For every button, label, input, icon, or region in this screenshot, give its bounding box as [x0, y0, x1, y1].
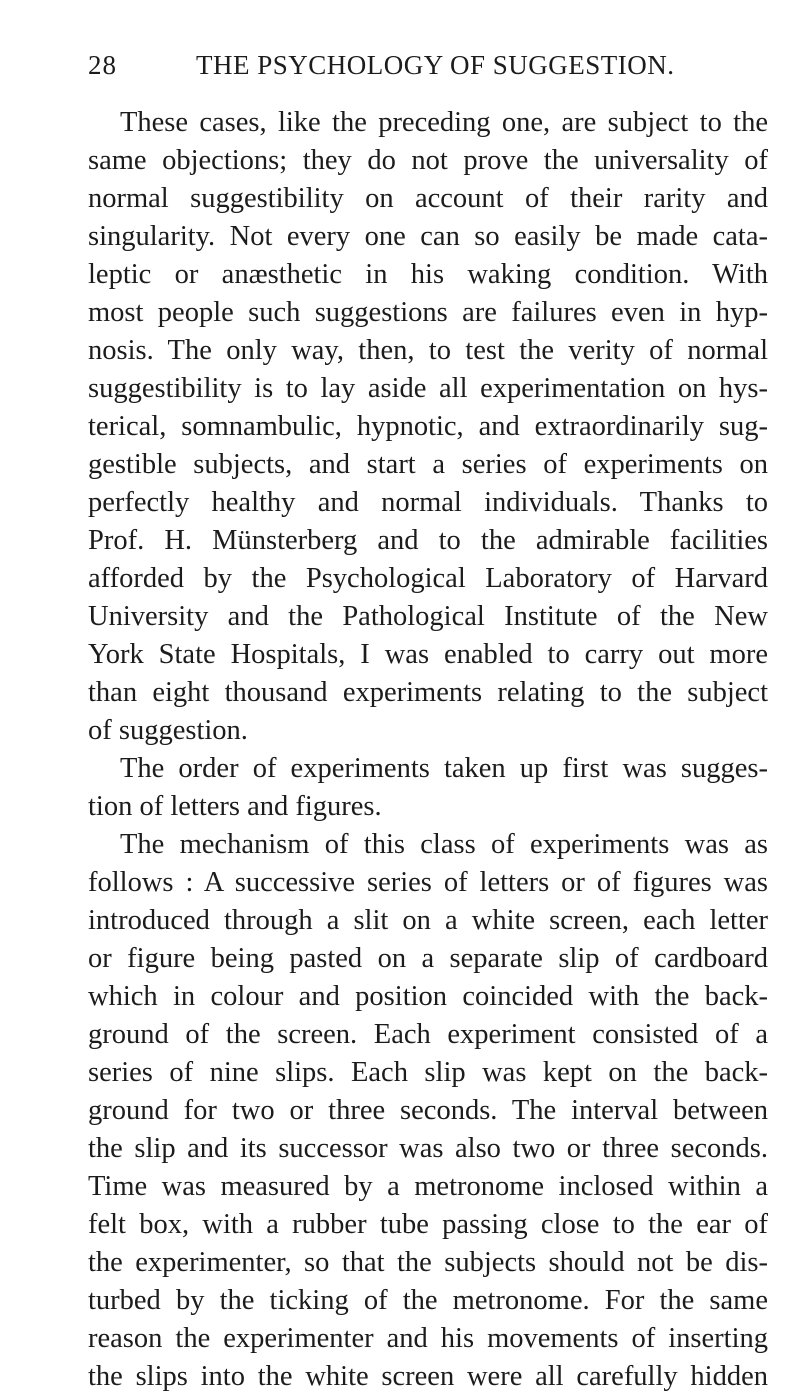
text-line: terical, somnambulic, hypnotic, and extraordinarily sug-: [88, 411, 768, 442]
text-line: the experimenter, so that the subjects should not be dis-: [88, 1247, 768, 1278]
text-line: which in colour and position coincided with the back-: [88, 981, 768, 1012]
text-line: the slips into the white screen were all carefully hidden: [88, 1361, 768, 1392]
text-line: These cases, like the preceding one, are subject to the: [120, 107, 768, 138]
text-line: nosis. The only way, then, to test the verity of normal: [88, 335, 768, 366]
text-line: singularity. Not every one can so easily be made cata-: [88, 221, 768, 252]
text-line: ground of the screen. Each experiment consisted of a: [88, 1019, 768, 1050]
text-line: ground for two or three seconds. The interval between: [88, 1095, 768, 1126]
text-line: Prof. H. Münsterberg and to the admirable facilities: [88, 525, 768, 556]
text-line: Time was measured by a metronome inclosed within a: [88, 1171, 768, 1202]
text-line: or figure being pasted on a separate slip of cardboard: [88, 943, 768, 974]
text-line: suggestibility is to lay aside all experimentation on hys-: [88, 373, 768, 404]
text-line: introduced through a slit on a white screen, each letter: [88, 905, 768, 936]
text-line: of suggestion.: [88, 715, 248, 746]
text-line: afforded by the Psychological Laboratory of Harvard: [88, 563, 768, 594]
text-line: felt box, with a rubber tube passing close to the ear of: [88, 1209, 768, 1240]
text-line: than eight thousand experiments relating to the subject: [88, 677, 768, 708]
text-line: most people such suggestions are failures even in hyp-: [88, 297, 768, 328]
page-number: 28: [88, 50, 117, 80]
text-line: leptic or anæsthetic in his waking condition. With: [88, 259, 768, 290]
body-text: [88, 104, 768, 1396]
text-line: The mechanism of this class of experiments was as: [120, 829, 768, 860]
text-line: University and the Pathological Institute of the New: [88, 601, 768, 632]
text-line: perfectly healthy and normal individuals. Thanks to: [88, 487, 768, 518]
text-line: same objections; they do not prove the universality of: [88, 145, 768, 176]
running-title: THE PSYCHOLOGY OF SUGGESTION.: [196, 50, 675, 80]
text-line: the slip and its successor was also two or three seconds.: [88, 1133, 768, 1164]
text-line: York State Hospitals, I was enabled to carry out more: [88, 639, 768, 670]
text-line: normal suggestibility on account of their rarity and: [88, 183, 768, 214]
text-line: follows : A successive series of letters or of figures was: [88, 867, 768, 898]
text-line: series of nine slips. Each slip was kept on the back-: [88, 1057, 768, 1088]
text-line: tion of letters and figures.: [88, 791, 382, 822]
text-line: turbed by the ticking of the metronome. For the same: [88, 1285, 768, 1316]
running-head: [88, 50, 768, 90]
text-line: reason the experimenter and his movements of inserting: [88, 1323, 768, 1354]
text-line: gestible subjects, and start a series of experiments on: [88, 449, 768, 480]
text-line: The order of experiments taken up first was sugges-: [120, 753, 768, 784]
